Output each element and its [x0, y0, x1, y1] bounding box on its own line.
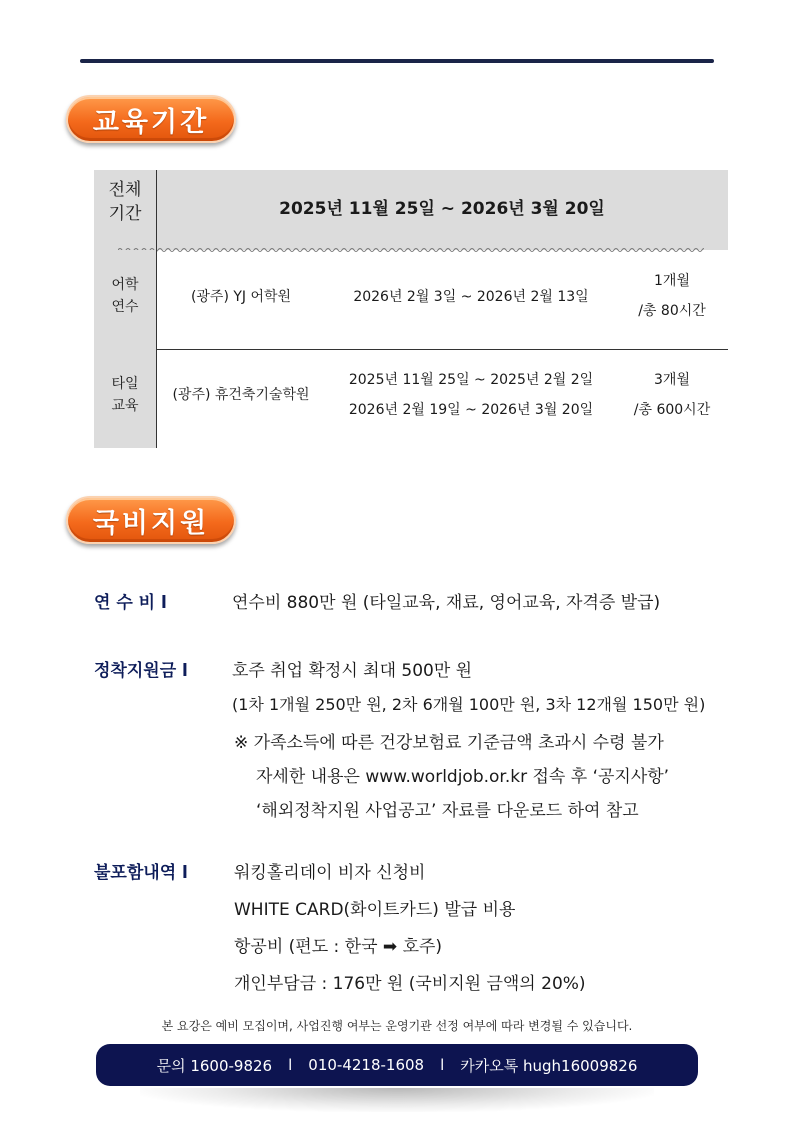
- duration-line2: /총 600시간: [633, 402, 711, 418]
- total-period-label-line2: 기간: [108, 204, 142, 224]
- total-period-label-line1: 전체: [108, 180, 142, 200]
- table-row-dates: 2026년 2월 3일 ~ 2026년 2월 13일: [353, 289, 589, 305]
- table-row-institute: (광주) YJ 어학원: [190, 289, 292, 305]
- table-row-duration: [616, 266, 728, 326]
- table-row-institute: (광주) 휴건축기술학원: [172, 387, 310, 403]
- contact-phone-main[interactable]: 문의 1600-9826: [156, 1056, 273, 1075]
- disclaimer-notice: 본 요강은 예비 모집이며, 사업진행 여부는 운영기관 선정 여부에 따라 변경될 수 있습니다.: [161, 1019, 633, 1033]
- date-range-2: 2026년 2월 19일 ~ 2026년 3월 20일: [348, 402, 594, 418]
- settlement-label: 정착지원금 l: [94, 661, 188, 681]
- settlement-note2: 자세한 내용은 www.worldjob.or.kr 접속 후 ‘공지사항’: [256, 767, 670, 787]
- duration-line1: 3개월: [654, 372, 690, 388]
- table-row-dates: [326, 365, 616, 425]
- education-period-badge: 교육기간: [66, 95, 236, 143]
- contact-bar: [96, 1044, 698, 1086]
- settlement-note3: ‘해외정착지원 사업공고’ 자료를 다운로드 하여 참고: [256, 801, 639, 821]
- training-fee-text: 연수비 880만 원 (타일교육, 재료, 영어교육, 자격증 발급): [232, 593, 661, 613]
- category-line2: 연수: [111, 299, 139, 315]
- settlement-line1: 호주 취업 확정시 최대 500만 원: [232, 661, 473, 681]
- contact-phone-mobile[interactable]: 010-4218-1608: [308, 1056, 425, 1074]
- settlement-note1: ※ 가족소득에 따른 건강보험료 기준금액 초과시 수령 불가: [234, 733, 664, 753]
- duration-line2: /총 80시간: [638, 303, 706, 319]
- table-horizontal-line: [156, 349, 728, 350]
- table-row-category: [94, 373, 156, 417]
- training-fee-label: 연 수 비 l: [94, 593, 167, 613]
- category-line1: 어학: [111, 277, 139, 293]
- top-divider: [80, 59, 714, 63]
- table-row-category: [94, 274, 156, 318]
- settlement-line2: (1차 1개월 250만 원, 2차 6개월 100만 원, 3차 12개월 150만 원): [232, 695, 706, 714]
- wavy-divider: [118, 246, 704, 254]
- contact-bar-shadow: [140, 1088, 654, 1112]
- total-period-label: [94, 178, 156, 226]
- date-range-1: 2025년 11월 25일 ~ 2025년 2월 2일: [348, 372, 594, 388]
- excluded-item: 항공비 (편도 : 한국 ➡ 호주): [234, 937, 443, 957]
- excluded-item: 워킹홀리데이 비자 신청비: [234, 863, 426, 883]
- contact-separator: l: [440, 1056, 445, 1074]
- national-support-badge: 국비지원: [66, 496, 236, 544]
- table-row-duration: [616, 365, 728, 425]
- education-period-table: [94, 170, 728, 448]
- contact-kakao[interactable]: 카카오톡 hugh16009826: [460, 1056, 638, 1075]
- excluded-item: 개인부담금 : 176만 원 (국비지원 금액의 20%): [234, 974, 586, 994]
- total-period-value: 2025년 11월 25일 ~ 2026년 3월 20일: [279, 199, 605, 219]
- duration-line1: 1개월: [654, 273, 690, 289]
- category-line2: 교육: [111, 398, 139, 414]
- excluded-item: WHITE CARD(화이트카드) 발급 비용: [234, 900, 516, 920]
- category-line1: 타일: [111, 376, 139, 392]
- contact-separator: l: [288, 1056, 293, 1074]
- excluded-label: 불포함내역 l: [94, 863, 188, 883]
